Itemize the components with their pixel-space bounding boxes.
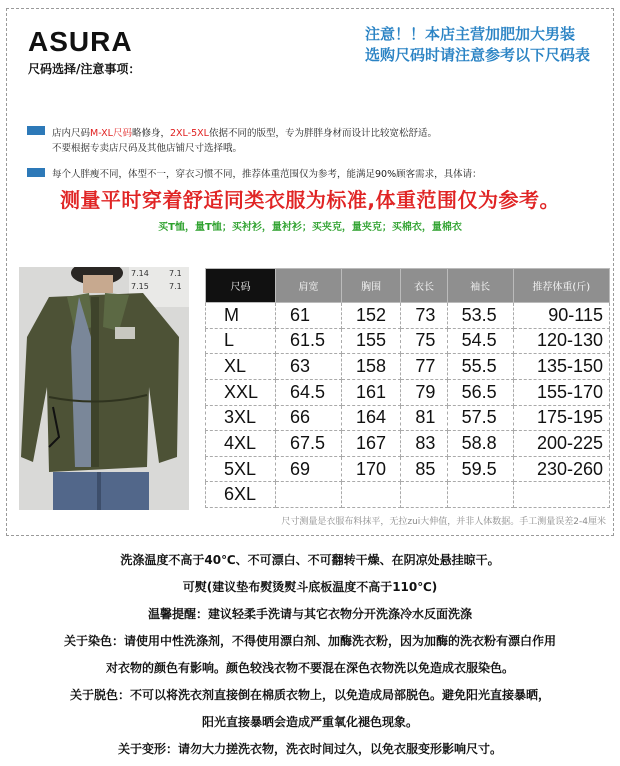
- header-sleeve: 袖长: [447, 269, 513, 303]
- cell-size: 5XL: [206, 456, 276, 482]
- cell-length: 73: [401, 303, 447, 329]
- sizing-note: [52, 125, 437, 139]
- header-shoulder: 肩宽: [275, 269, 341, 303]
- care-line: 关于变形：请勿大力搓洗衣物，洗衣时间过久，以免衣服变形影响尺寸。: [117, 742, 502, 756]
- brand-logo: ASURA: [28, 26, 133, 57]
- cell-length: [401, 482, 447, 508]
- note-text: 店内尺码: [52, 128, 91, 139]
- care-line: 温馨提醒：建议轻柔手洗请与其它衣物分开洗涤冷水反面洗涤: [147, 607, 472, 621]
- cell-shoulder: 63: [275, 354, 341, 380]
- cell-size: L: [206, 328, 276, 354]
- cell-chest: 170: [341, 456, 400, 482]
- cell-sleeve: 53.5: [447, 303, 513, 329]
- cell-shoulder: 61: [275, 303, 341, 329]
- cell-length: 77: [401, 354, 447, 380]
- cell-length: 85: [401, 456, 447, 482]
- table-row: [206, 379, 610, 405]
- table-header-row: [206, 269, 610, 303]
- note-red-text: 2XL-5XL: [169, 128, 209, 139]
- table-row: [206, 303, 610, 329]
- header-chest: 胸围: [341, 269, 400, 303]
- product-photo: [19, 267, 189, 510]
- table-row: [206, 431, 610, 457]
- note-red-text: M-XL尺码: [90, 128, 132, 139]
- cell-chest: 155: [341, 328, 400, 354]
- cell-sleeve: 57.5: [447, 405, 513, 431]
- cell-length: 79: [401, 379, 447, 405]
- jacket-model-image: [19, 267, 189, 510]
- measurement-note: 尺寸测量是衣服布料抹平，无拉zui大伸值，并非人体数据。手工测量误差2-4厘米: [281, 517, 606, 527]
- cell-size: 4XL: [206, 431, 276, 457]
- care-line: 关于脱色：不可以将洗衣剂直接倒在棉质衣物上，以免造成局部脱色。避免阳光直接暴晒，: [69, 688, 550, 702]
- table-row: [206, 405, 610, 431]
- cell-size: M: [206, 303, 276, 329]
- cell-size: XXL: [206, 379, 276, 405]
- cell-length: 83: [401, 431, 447, 457]
- cell-chest: 158: [341, 354, 400, 380]
- photo-tag: 7.15: [131, 282, 149, 291]
- cell-weight: 90-115: [513, 303, 609, 329]
- care-line: 对衣物的颜色有影响。颜色较浅衣物不要混在深色衣物洗以免造成衣服染色。: [105, 661, 514, 675]
- cell-weight: 175-195: [513, 405, 609, 431]
- table-row: [206, 456, 610, 482]
- cell-size: 6XL: [206, 482, 276, 508]
- cell-sleeve: [447, 482, 513, 508]
- table-row: [206, 328, 610, 354]
- shop-notice: [365, 24, 590, 66]
- cell-weight: 120-130: [513, 328, 609, 354]
- cell-weight: 135-150: [513, 354, 609, 380]
- cell-length: 75: [401, 328, 447, 354]
- photo-tag: 7.1: [169, 282, 182, 291]
- photo-tag: 7.14: [131, 269, 149, 278]
- care-line: 可熨(建议垫布熨烫熨斗底板温度不高于110℃): [182, 580, 438, 594]
- cell-sleeve: 54.5: [447, 328, 513, 354]
- measure-highlight: 测量平时穿着舒适同类衣服为标准,体重范围仅为参考。: [59, 188, 561, 212]
- size-guide-subtitle: 尺码选择/注意事项：: [28, 62, 141, 76]
- cell-weight: 200-225: [513, 431, 609, 457]
- cell-sleeve: 55.5: [447, 354, 513, 380]
- cell-shoulder: 61.5: [275, 328, 341, 354]
- notice-line-1: 注意！！本店主营加肥加大男装: [364, 25, 575, 43]
- cell-shoulder: 64.5: [275, 379, 341, 405]
- cell-length: 81: [401, 405, 447, 431]
- note-text: 依据不同的版型，专为胖胖身材而设计比较宽松舒适。: [208, 128, 437, 139]
- bullet-icon: [27, 168, 45, 177]
- cell-sleeve: 58.8: [447, 431, 513, 457]
- notice-line-2: 选购尺码时请注意参考以下尺码表: [364, 46, 590, 64]
- cell-shoulder: [275, 482, 341, 508]
- cell-size: XL: [206, 354, 276, 380]
- header-length: 衣长: [401, 269, 447, 303]
- note-text: 略修身，: [131, 128, 170, 139]
- header-weight: 推荐体重(斤): [513, 269, 609, 303]
- care-line: 关于染色：请使用中性洗涤剂，不得使用漂白剂、加酶洗衣粉，因为加酶的洗衣粉有漂白作用: [63, 634, 556, 648]
- header-size: 尺码: [206, 269, 276, 303]
- cell-weight: [513, 482, 609, 508]
- cell-chest: [341, 482, 400, 508]
- cell-chest: 152: [341, 303, 400, 329]
- cell-sleeve: 59.5: [447, 456, 513, 482]
- photo-tag: 7.1: [169, 269, 182, 278]
- weight-note: 每个人胖瘦不同，体型不一，穿衣习惯不同，推荐体重范围仅为参考，能满足90%顾客需求，具体请：: [52, 169, 482, 180]
- cell-weight: 155-170: [513, 379, 609, 405]
- store-size-note: 不要根据专卖店尺码及其他店铺尺寸选择哦。: [52, 143, 243, 154]
- cell-shoulder: 69: [275, 456, 341, 482]
- bullet-icon: [27, 126, 45, 135]
- care-line: 洗涤温度不高于40℃、不可漂白、不可翻转干燥、在阴凉处悬挂晾干。: [120, 553, 500, 567]
- cell-weight: 230-260: [513, 456, 609, 482]
- cell-size: 3XL: [206, 405, 276, 431]
- cell-chest: 164: [341, 405, 400, 431]
- measure-tip: 买T恤，量T恤；买衬衫，量衬衫；买夹克，量夹克；买棉衣，量棉衣: [158, 222, 462, 233]
- cell-chest: 161: [341, 379, 400, 405]
- cell-shoulder: 66: [275, 405, 341, 431]
- table-row: [206, 354, 610, 380]
- care-line: 阳光直接暴晒会造成严重氧化褪色现象。: [201, 715, 418, 729]
- cell-sleeve: 56.5: [447, 379, 513, 405]
- size-chart-table: [205, 268, 610, 508]
- cell-shoulder: 67.5: [275, 431, 341, 457]
- table-row: [206, 482, 610, 508]
- cell-chest: 167: [341, 431, 400, 457]
